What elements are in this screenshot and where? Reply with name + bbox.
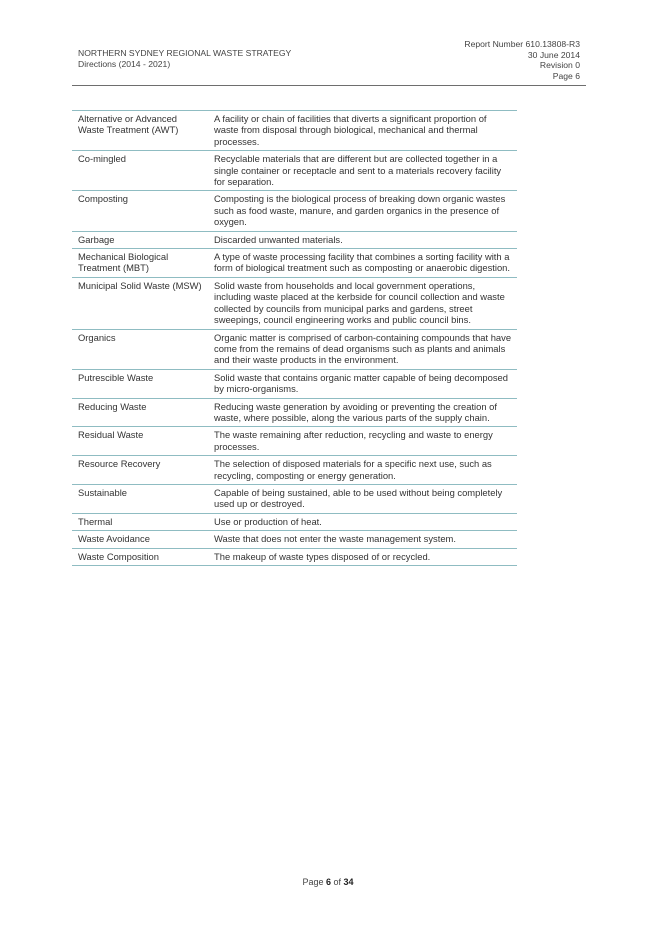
- glossary-term: Composting: [78, 193, 129, 205]
- report-subtitle: Directions (2014 - 2021): [78, 58, 171, 69]
- glossary-term: Organics: [78, 331, 116, 343]
- footer-current-page: 6: [325, 877, 331, 887]
- footer-of: of: [331, 877, 344, 887]
- glossary-definition: Use or production of heat.: [214, 515, 322, 527]
- glossary-row: [72, 484, 517, 513]
- glossary-row: [72, 513, 517, 530]
- page-footer: [0, 877, 656, 887]
- glossary-definition: Composting is the biological process of breaking down organic wastes such as food waste, manure, and garden organics in the presence of oxygen.: [214, 193, 506, 228]
- glossary-definition: A type of waste processing facility that combines a sorting facility with a form of biological treatment such as composting or anaerobic digestion.: [214, 251, 510, 274]
- glossary-definition: Capable of being sustained, able to be used without being completely used up or destroyed.: [214, 486, 503, 510]
- glossary-definition: A facility or chain of facilities that diverts a significant proportion of waste from disposal through biological, mechanical and thermal processes.: [214, 113, 487, 147]
- glossary-definition: Waste that does not enter the waste management system.: [214, 533, 456, 545]
- glossary-term: Residual Waste: [78, 429, 144, 441]
- glossary-definition: Discarded unwanted materials.: [214, 233, 343, 245]
- glossary-row: [72, 427, 517, 456]
- footer-prefix: Page: [302, 877, 326, 887]
- glossary-definition: Solid waste that contains organic matter capable of being decomposed by micro-organisms.: [214, 371, 508, 395]
- glossary-definition: The waste remaining after reduction, recycling and waste to energy processes.: [214, 429, 493, 452]
- glossary-term: Waste Avoidance: [78, 533, 150, 545]
- glossary-term: Waste Composition: [78, 550, 159, 562]
- footer-total-pages: 34: [343, 877, 354, 887]
- glossary-definition: The selection of disposed materials for a specific next use, such as recycling, composting or energy generation.: [214, 458, 492, 481]
- document-header-right: [464, 39, 580, 81]
- glossary-term: Putrescible Waste: [78, 371, 154, 383]
- report-revision: Revision 0: [539, 60, 580, 70]
- glossary-row: [72, 329, 517, 369]
- glossary-row: [72, 231, 517, 248]
- glossary-row: [72, 548, 517, 565]
- glossary-term: Garbage: [78, 233, 115, 245]
- glossary-term: Alternative or Advanced Waste Treatment (AWT): [78, 113, 179, 136]
- glossary-row: [72, 191, 517, 231]
- glossary-row: [72, 369, 517, 398]
- glossary-row: [72, 277, 517, 329]
- header-page-number: Page 6: [552, 70, 580, 81]
- glossary-row: [72, 249, 517, 278]
- glossary-term: Sustainable: [78, 486, 127, 498]
- glossary-definition: Organic matter is comprised of carbon-containing compounds that have come from the remains of dead organisms such as plants and animals and their waste products in the environment.: [214, 331, 512, 366]
- glossary-definition: Solid waste from households and local government operations, including waste placed at the kerbside for council collection and waste collected by councils from municipal parks and gardens, street sweepings, council engineering works and public council bins.: [214, 279, 505, 326]
- glossary-row: [72, 151, 517, 191]
- glossary-term: Reducing Waste: [78, 400, 147, 412]
- glossary-term: Thermal: [78, 515, 113, 527]
- glossary-definition: Recyclable materials that are different but are collected together in a single container or receptacle and sent to a materials recovery facility for separation.: [214, 153, 502, 188]
- report-title: NORTHERN SYDNEY REGIONAL WASTE STRATEGY: [78, 48, 292, 58]
- glossary-term: Co-mingled: [78, 153, 126, 165]
- glossary-row: [72, 456, 517, 485]
- glossary-row: [72, 111, 517, 151]
- header-divider: [72, 85, 586, 86]
- glossary-table: [72, 110, 517, 566]
- report-number: Report Number 610.13808-R3: [464, 39, 580, 49]
- document-header-left: [78, 48, 291, 69]
- glossary-definition: Reducing waste generation by avoiding or preventing the creation of waste, where possible, along the various parts of the supply chain.: [214, 400, 497, 423]
- glossary-term: Mechanical Biological Treatment (MBT): [78, 251, 169, 274]
- glossary-definition: The makeup of waste types disposed of or recycled.: [214, 550, 431, 562]
- glossary-term: Resource Recovery: [78, 458, 161, 470]
- glossary-term: Municipal Solid Waste (MSW): [78, 279, 202, 291]
- glossary-body: [72, 111, 517, 566]
- report-date: 30 June 2014: [527, 49, 580, 60]
- glossary-row: [72, 531, 517, 548]
- glossary-row: [72, 398, 517, 427]
